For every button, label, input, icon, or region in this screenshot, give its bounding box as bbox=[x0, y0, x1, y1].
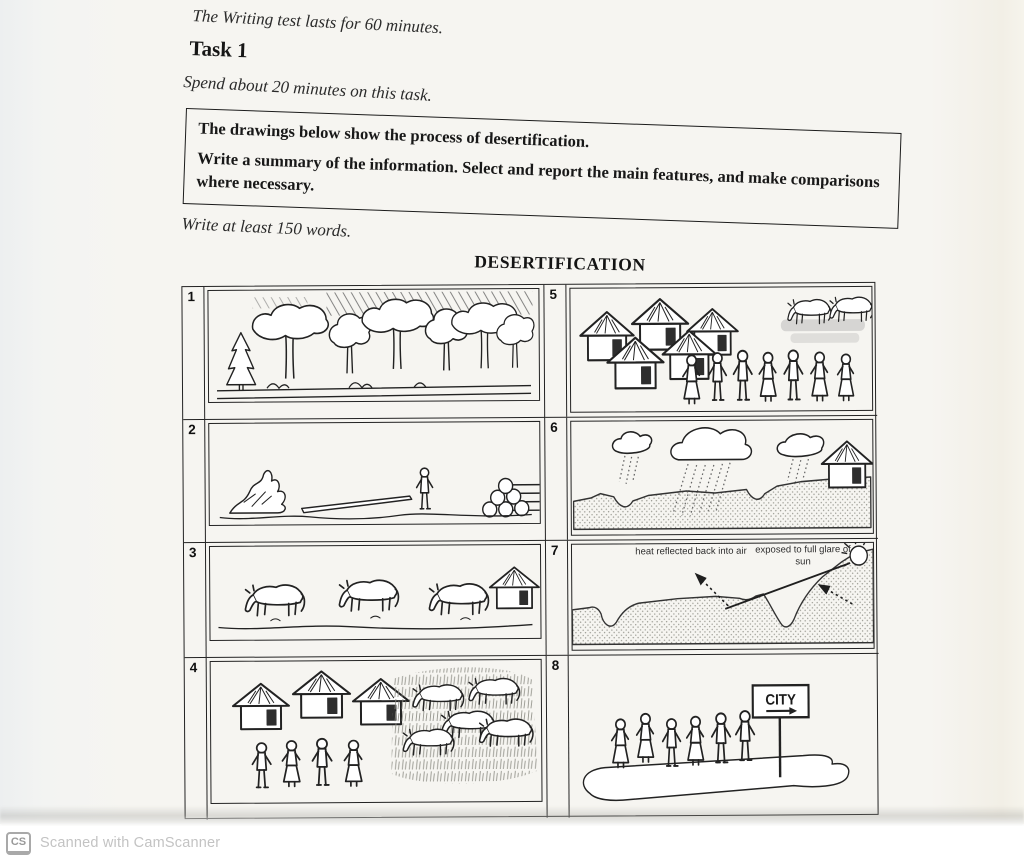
panel-8-illustration bbox=[572, 657, 876, 814]
word-count-note: Write at least 150 words. bbox=[181, 214, 352, 241]
panel-7 bbox=[546, 539, 879, 656]
panel-8 bbox=[547, 654, 880, 818]
prompt-line-2: Write a summary of the information. Select and report the main features, and make comparisons where necessary. bbox=[196, 148, 881, 195]
paper-bottom-edge bbox=[0, 806, 1024, 826]
panel-3-illustration bbox=[210, 545, 541, 640]
panel-5 bbox=[544, 283, 877, 418]
panel-number: 3 bbox=[184, 543, 207, 657]
panel-number: 6 bbox=[545, 418, 568, 540]
panel-4 bbox=[185, 656, 548, 820]
camscanner-watermark-text: Scanned with CamScanner bbox=[40, 835, 221, 851]
city-sign-text: CITY bbox=[765, 691, 797, 709]
heat-reflected-label: heat reflected back into air bbox=[635, 545, 747, 558]
panel-2-illustration bbox=[209, 422, 540, 525]
panel-1 bbox=[182, 285, 545, 420]
camscanner-logo-icon: CS bbox=[6, 832, 31, 855]
camscanner-footer bbox=[0, 826, 1024, 860]
panel-2 bbox=[183, 418, 546, 543]
panel-6 bbox=[545, 416, 878, 541]
sun-glare-label: exposed to full glare of sun bbox=[755, 544, 851, 568]
panel-number: 4 bbox=[185, 658, 208, 820]
panel-4-illustration bbox=[211, 660, 542, 803]
panel-number: 2 bbox=[183, 420, 206, 542]
panel-number: 5 bbox=[544, 285, 567, 417]
duration-note: The Writing test lasts for 60 minutes. bbox=[192, 6, 444, 38]
panel-3 bbox=[184, 541, 547, 658]
panel-number: 1 bbox=[182, 287, 205, 419]
diagram-title: DESERTIFICATION bbox=[474, 251, 646, 275]
panel-6-illustration bbox=[571, 420, 873, 535]
task-title: Task 1 bbox=[189, 36, 249, 63]
panel-5-illustration bbox=[570, 287, 872, 412]
panel-number: 7 bbox=[546, 541, 569, 655]
time-note: Spend about 20 minutes on this task. bbox=[182, 72, 433, 105]
desertification-panel-grid bbox=[181, 282, 878, 819]
panel-1-illustration bbox=[208, 289, 539, 402]
panel-number: 8 bbox=[547, 656, 570, 818]
prompt-line-1: The drawings below show the process of desertification. bbox=[197, 118, 590, 152]
